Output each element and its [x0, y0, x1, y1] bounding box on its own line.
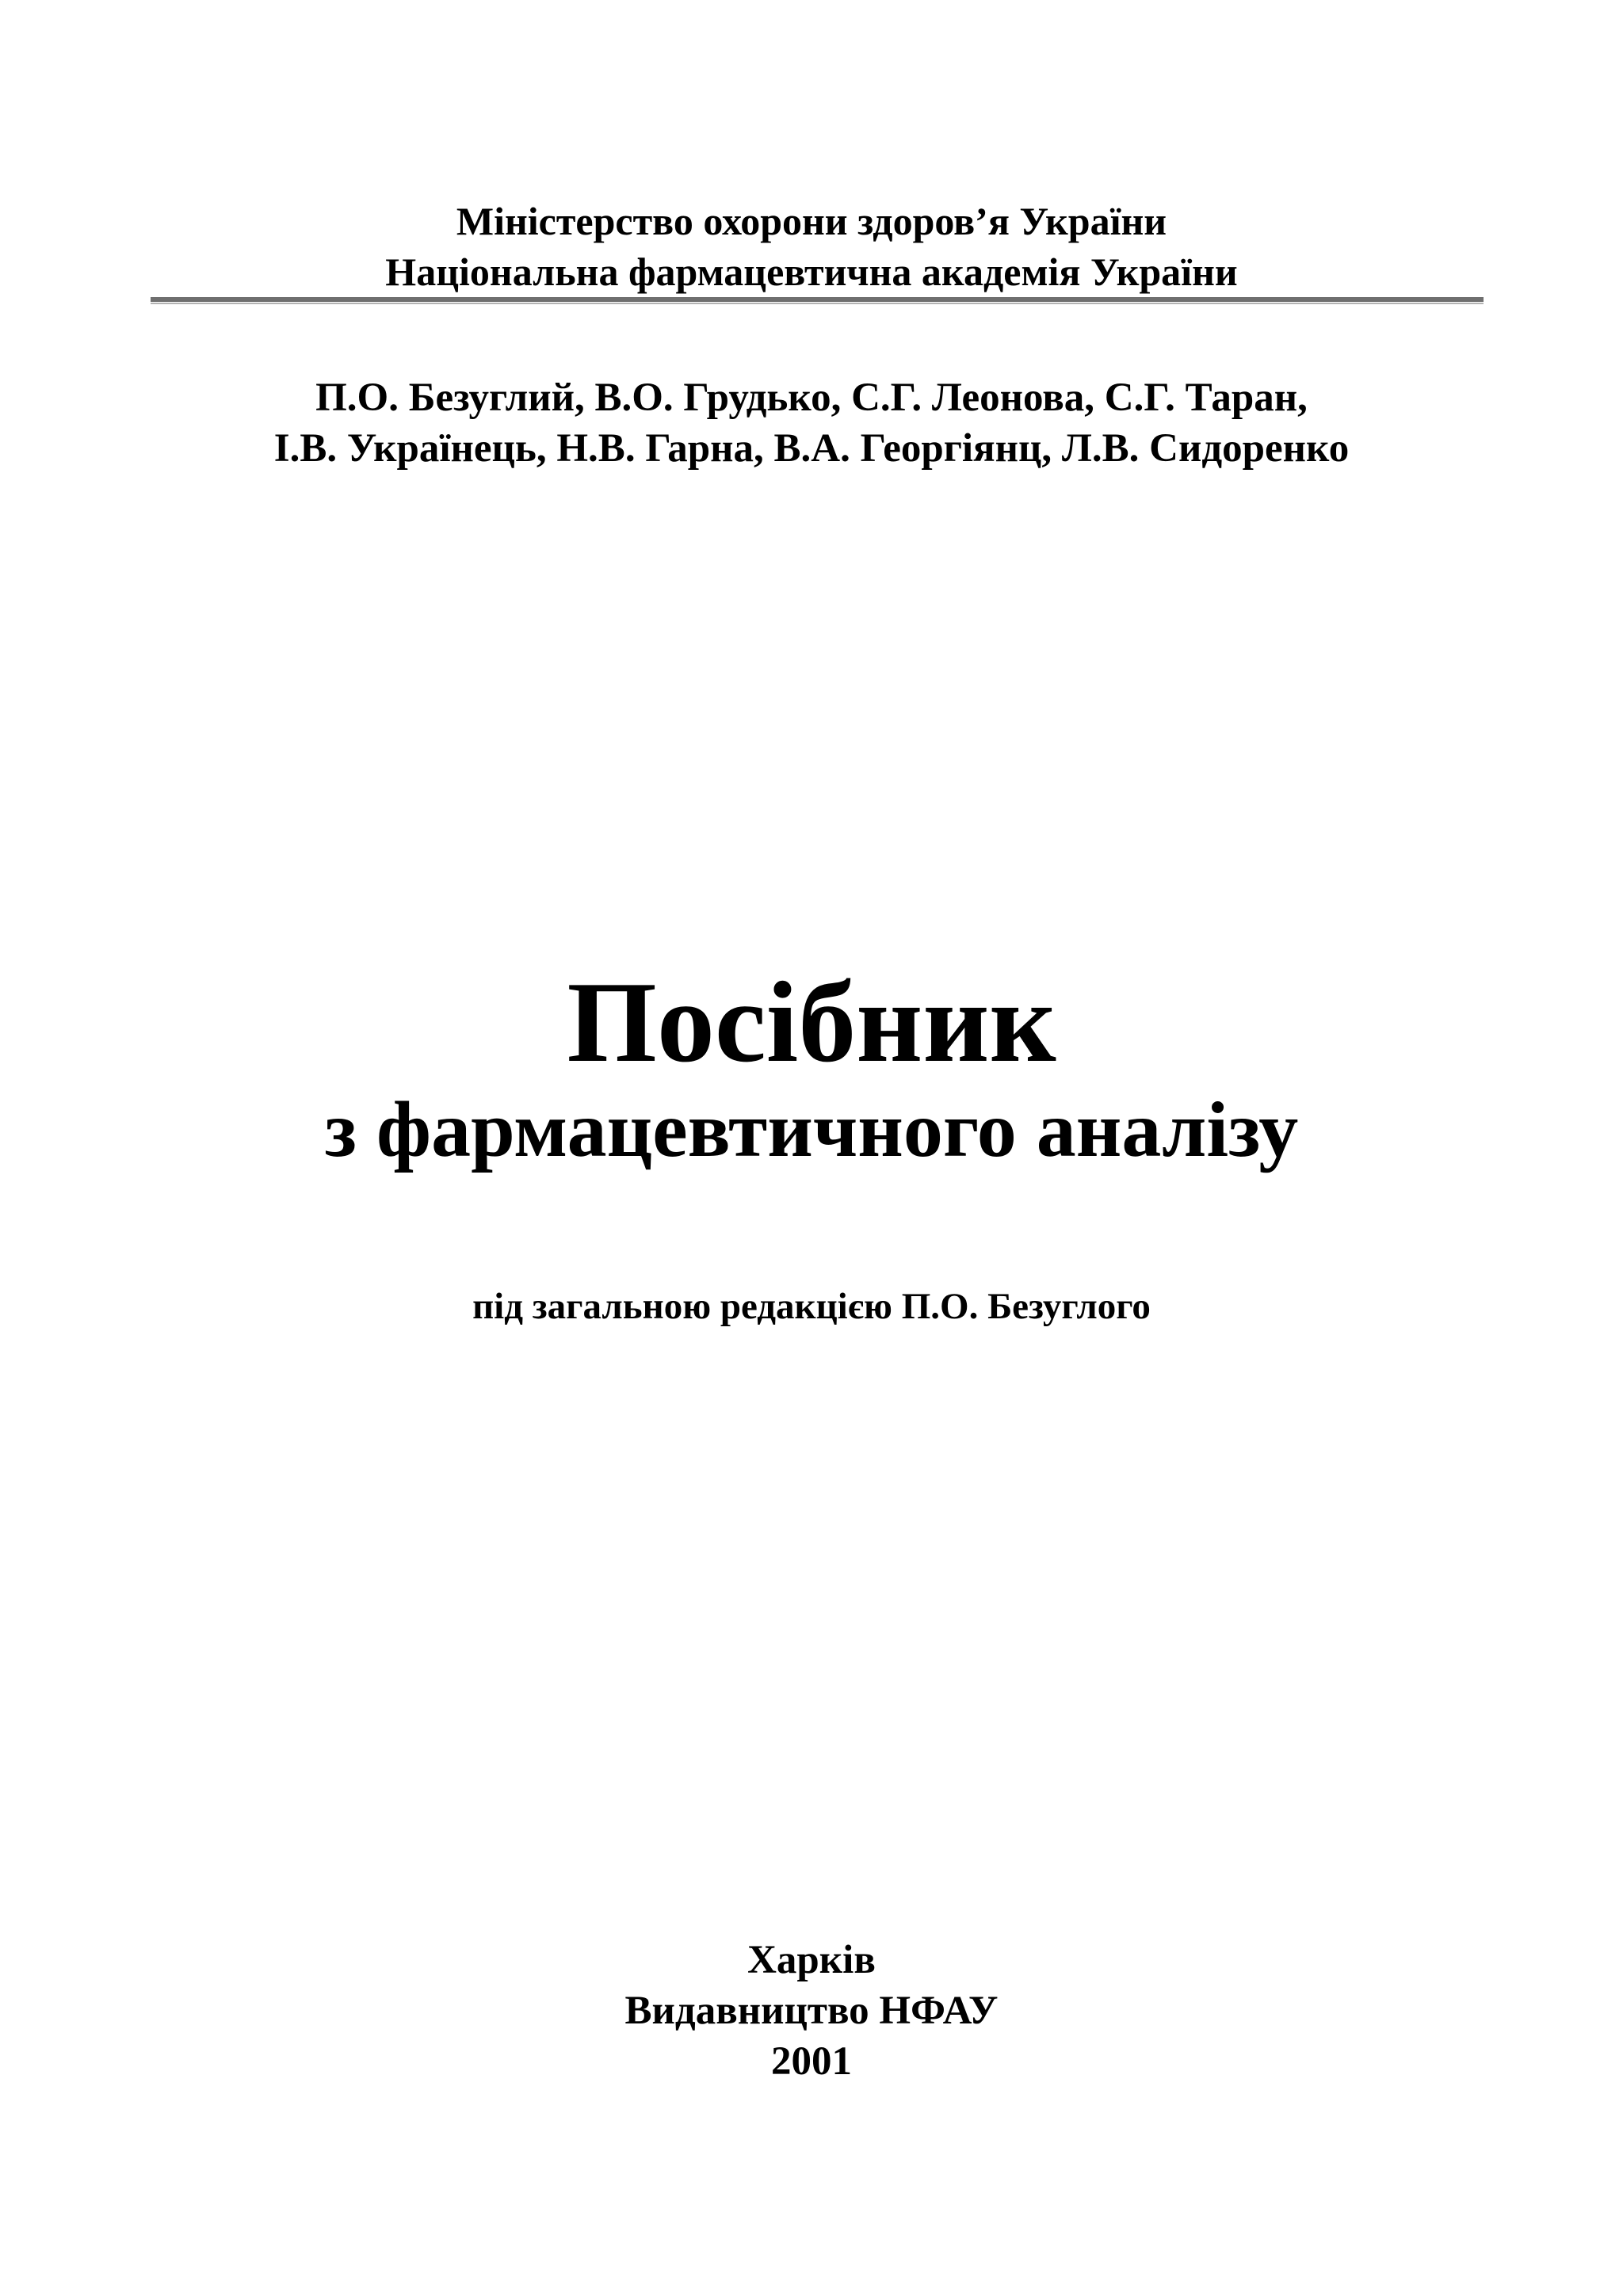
academy-name: Національна фармацевтична академія України [385, 250, 1238, 294]
header-divider-shadow [151, 303, 1484, 304]
imprint-publisher: Видавництво НФАУ [624, 1989, 999, 2033]
imprint-city: Харків [747, 1938, 876, 1982]
book-title: Посібник [567, 958, 1056, 1086]
authors-line-2: І.В. Українець, Н.В. Гарна, В.А. Георгіянц, Л.В. Сидоренко [273, 426, 1350, 471]
authors-line-1: П.О. Безуглий, В.О. Грудько, С.Г. Леонова, С.Г. Таран, [315, 376, 1308, 420]
header-divider [151, 297, 1484, 302]
book-subtitle: з фармацевтичного аналізу [324, 1085, 1299, 1173]
editor-credit: під загальною редакцією П.О. Безуглого [472, 1286, 1151, 1327]
ministry-name: Міністерство охорони здоров’я України [456, 199, 1167, 243]
imprint-year: 2001 [771, 2039, 852, 2084]
